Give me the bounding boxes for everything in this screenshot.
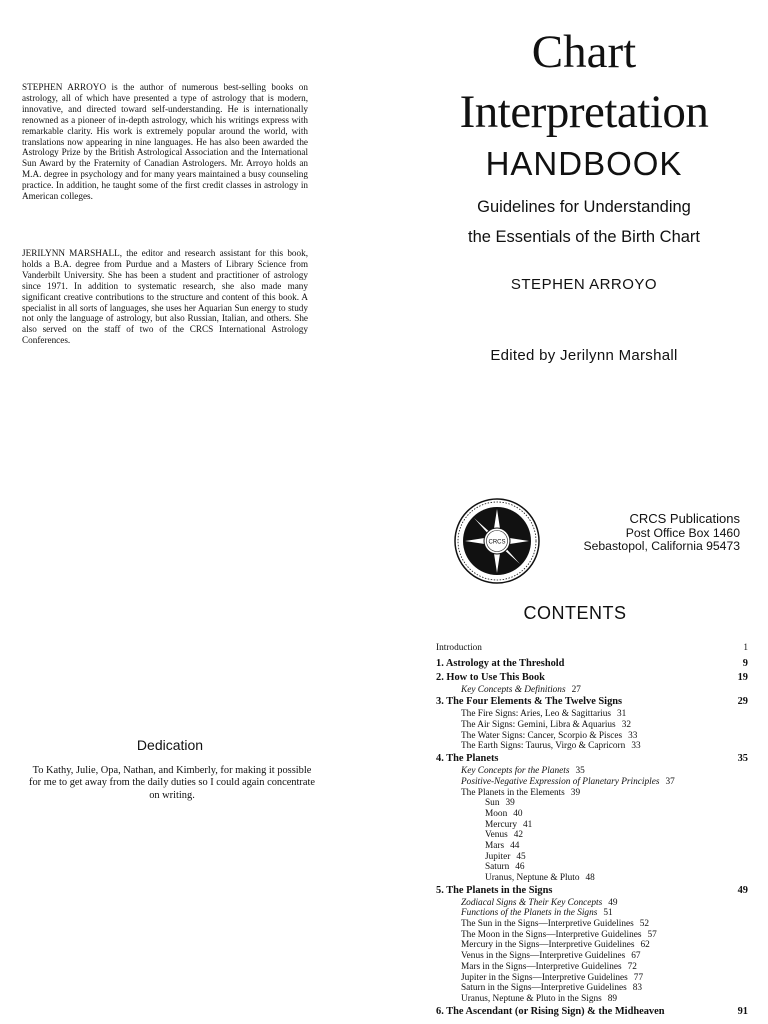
- toc-entry-title: Key Concepts & Definitions: [461, 684, 566, 695]
- toc-page-number: 33: [628, 730, 638, 741]
- toc-entry-title: The Sun in the Signs—Interpretive Guidelines: [461, 919, 634, 930]
- toc-entry-title: 2. How to Use This Book: [436, 671, 545, 683]
- toc-entry-title: Introduction: [436, 643, 482, 653]
- toc-entry-title: The Air Signs: Gemini, Libra & Aquarius: [461, 720, 616, 731]
- toc-entry-row: [436, 798, 748, 809]
- toc-page-number: 32: [621, 720, 631, 731]
- publisher-logo-icon: [453, 497, 541, 585]
- toc-entry-title: 5. The Planets in the Signs: [436, 884, 553, 896]
- toc-page-number: 89: [607, 993, 618, 1004]
- toc-entry-title: Saturn: [485, 862, 510, 873]
- editor-bio-jerilynn-marshall: JERILYNN MARSHALL, the editor and research assistant for this book, holds a B.A. degree from Purdue and a Masters of Library Science from Vanderbilt University. She has been a student and practitioner of astrology since 1971. In addition to systematic research, she also made many significant creative contributions to the structure and content of this book. A specialist in all sorts of languages, she uses her Aquarian Sun energy to study not only the language of astrology, but also Russian, Italian, and others. She also served on the staff of two of the CRCS International Astrology Conferences.: [22, 248, 308, 346]
- dedication-text: To Kathy, Julie, Opa, Nathan, and Kimberly, for making it possible for me to get away from the daily duties so I could again concentrate on writing.: [29, 765, 315, 801]
- publisher-address: Post Office Box 1460: [625, 526, 740, 540]
- author-name: STEPHEN ARROYO: [510, 276, 658, 293]
- publisher-city: Sebastopol, California 95473: [583, 539, 740, 553]
- toc-entry-title: Jupiter: [485, 851, 511, 862]
- toc-entry-title: 6. The Ascendant (or Rising Sign) & the Midheaven: [436, 1005, 665, 1017]
- toc-entry-row: [436, 852, 748, 863]
- publisher-name: CRCS Publications: [629, 511, 740, 526]
- toc-page-number: 48: [585, 873, 595, 883]
- editor-credit: Edited by Jerilynn Marshall: [490, 347, 678, 364]
- toc-entry-row: [436, 788, 748, 799]
- toc-chapter-row: [436, 884, 748, 898]
- subtitle-line-1: Guidelines for Understanding: [477, 198, 691, 216]
- toc-entry-row: [436, 720, 748, 731]
- toc-page-number: 39: [570, 787, 581, 798]
- toc-entry-row: [436, 919, 748, 930]
- author-bio-stephen-arroyo: STEPHEN ARROYO is the author of numerous best-selling books on astrology, all of which have presented a type of astrology that is modern, innovative, and directed toward self-understanding. He is internationally renowned as a pioneer of in-depth astrology, which his writings express with remarkable clarity. His work is extremely popular around the world, with translations now appearing in nine languages. He has also been awarded the Astrology Prize by the British Astrological Association and the International Sun Award by the Fraternity of Canadian Astrologers. Mr. Arroyo holds an M.A. degree in psychology and for many years maintained a busy counseling practice. In addition, he taught some of the first credit classes in astrology in American colleges.: [22, 82, 308, 202]
- toc-page-number: 77: [633, 972, 644, 983]
- toc-page-number: 35: [737, 753, 748, 765]
- toc-entry-title: Zodiacal Signs & Their Key Concepts: [461, 897, 603, 908]
- toc-chapter-row: [436, 1005, 748, 1019]
- toc-entry-title: The Planets in the Elements: [461, 787, 565, 798]
- book-title-line-3: HANDBOOK: [485, 145, 683, 182]
- toc-entry-title: Jupiter in the Signs—Interpretive Guidelines: [461, 972, 628, 983]
- toc-entry-title: 3. The Four Elements & The Twelve Signs: [436, 696, 623, 708]
- toc-page-number: 67: [631, 951, 641, 962]
- book-title-line-2: Interpretation: [459, 86, 709, 138]
- toc-entry-title: The Moon in the Signs—Interpretive Guidelines: [461, 929, 642, 940]
- toc-page-number: 49: [737, 884, 748, 896]
- toc-chapter-row: [436, 671, 748, 685]
- toc-entry-row: [436, 741, 748, 752]
- toc-entry-title: 1. Astrology at the Threshold: [436, 657, 565, 669]
- toc-entry-title: The Earth Signs: Taurus, Virgo & Capricorn: [461, 741, 626, 752]
- toc-entry-title: Mercury: [485, 819, 518, 830]
- toc-entry-title: Positive-Negative Expression of Planetary Principles: [461, 776, 660, 787]
- toc-page-number: 57: [647, 929, 657, 940]
- toc-entry-row: [436, 930, 748, 941]
- toc-entry-row: [436, 731, 748, 742]
- toc-entry-title: Uranus, Neptune & Pluto: [485, 873, 580, 883]
- toc-page-number: 45: [516, 851, 526, 862]
- toc-entry-title: Venus: [485, 830, 508, 841]
- toc-page-number: 83: [632, 983, 643, 994]
- toc-entry-row: [436, 898, 748, 909]
- toc-page-number: 37: [665, 776, 675, 787]
- toc-page-number: 35: [575, 766, 585, 777]
- toc-entry-row: [436, 643, 748, 654]
- toc-page-number: 27: [571, 684, 581, 695]
- toc-entry-row: [436, 994, 748, 1005]
- toc-entry-title: Uranus, Neptune & Pluto in the Signs: [461, 993, 602, 1004]
- toc-entry-row: [436, 983, 748, 994]
- toc-page-number: 39: [505, 798, 515, 809]
- toc-entry-row: [436, 830, 748, 841]
- toc-page-number: 42: [513, 830, 524, 841]
- toc-entry-title: 4. The Planets: [436, 753, 499, 765]
- toc-entry-row: [436, 862, 748, 873]
- toc-entry-title: Moon: [485, 808, 508, 819]
- toc-page-number: 33: [631, 741, 641, 752]
- toc-page-number: 52: [639, 919, 650, 930]
- toc-page-number: 41: [523, 819, 533, 830]
- toc-entry-row: [436, 962, 748, 973]
- toc-entry-row: [436, 820, 748, 831]
- toc-entry-row: [436, 841, 748, 852]
- toc-page-number: 46: [515, 862, 525, 873]
- toc-page-number: 19: [737, 671, 748, 683]
- toc-entry-row: [436, 940, 748, 951]
- toc-entry-title: Mars in the Signs—Interpretive Guidelines: [461, 961, 622, 972]
- toc-page-number: 9: [742, 657, 748, 669]
- toc-entry-row: [436, 777, 748, 788]
- toc-entry-title: The Fire Signs: Aries, Leo & Sagittarius: [461, 709, 612, 720]
- toc-page-number: 31: [617, 709, 627, 720]
- toc-entry-row: [436, 809, 748, 820]
- toc-page-number: 40: [513, 808, 523, 819]
- toc-page-number: 1: [743, 643, 748, 653]
- dedication-heading: Dedication: [136, 737, 204, 753]
- subtitle-line-2: the Essentials of the Birth Chart: [467, 228, 701, 246]
- contents-heading: CONTENTS: [523, 603, 627, 623]
- toc-entry-row: [436, 766, 748, 777]
- toc-chapter-row: [436, 657, 748, 671]
- toc-entry-title: Sun: [485, 798, 500, 809]
- toc-chapter-row: [436, 695, 748, 709]
- toc-entry-row: [436, 908, 748, 919]
- toc-entry-title: Mercury in the Signs—Interpretive Guidelines: [461, 940, 635, 951]
- toc-entry-row: [436, 973, 748, 984]
- toc-entry-row: [436, 873, 748, 884]
- toc-entry-title: Venus in the Signs—Interpretive Guidelines: [461, 951, 626, 962]
- toc-entry-title: Functions of the Planets in the Signs: [461, 908, 598, 919]
- toc-entry-title: Saturn in the Signs—Interpretive Guidelines: [461, 983, 627, 994]
- toc-entry-title: Key Concepts for the Planets: [461, 766, 570, 777]
- toc-page-number: 44: [510, 840, 520, 851]
- toc-page-number: 51: [603, 908, 613, 919]
- toc-chapter-row: [436, 752, 748, 766]
- toc-page-number: 91: [737, 1005, 748, 1017]
- toc-entry-title: The Water Signs: Cancer, Scorpio & Pisces: [461, 730, 623, 741]
- table-of-contents: [436, 643, 748, 1019]
- toc-page-number: 29: [737, 696, 748, 708]
- toc-page-number: 62: [640, 940, 650, 951]
- toc-entry-row: [436, 951, 748, 962]
- toc-entry-row: [436, 709, 748, 720]
- book-title-line-1: Chart: [531, 26, 637, 78]
- toc-entry-title: Mars: [485, 840, 505, 851]
- toc-page-number: 72: [627, 961, 637, 972]
- publisher-logo-text: CRCS: [488, 539, 506, 546]
- toc-page-number: 49: [608, 897, 618, 908]
- toc-entry-row: [436, 685, 748, 696]
